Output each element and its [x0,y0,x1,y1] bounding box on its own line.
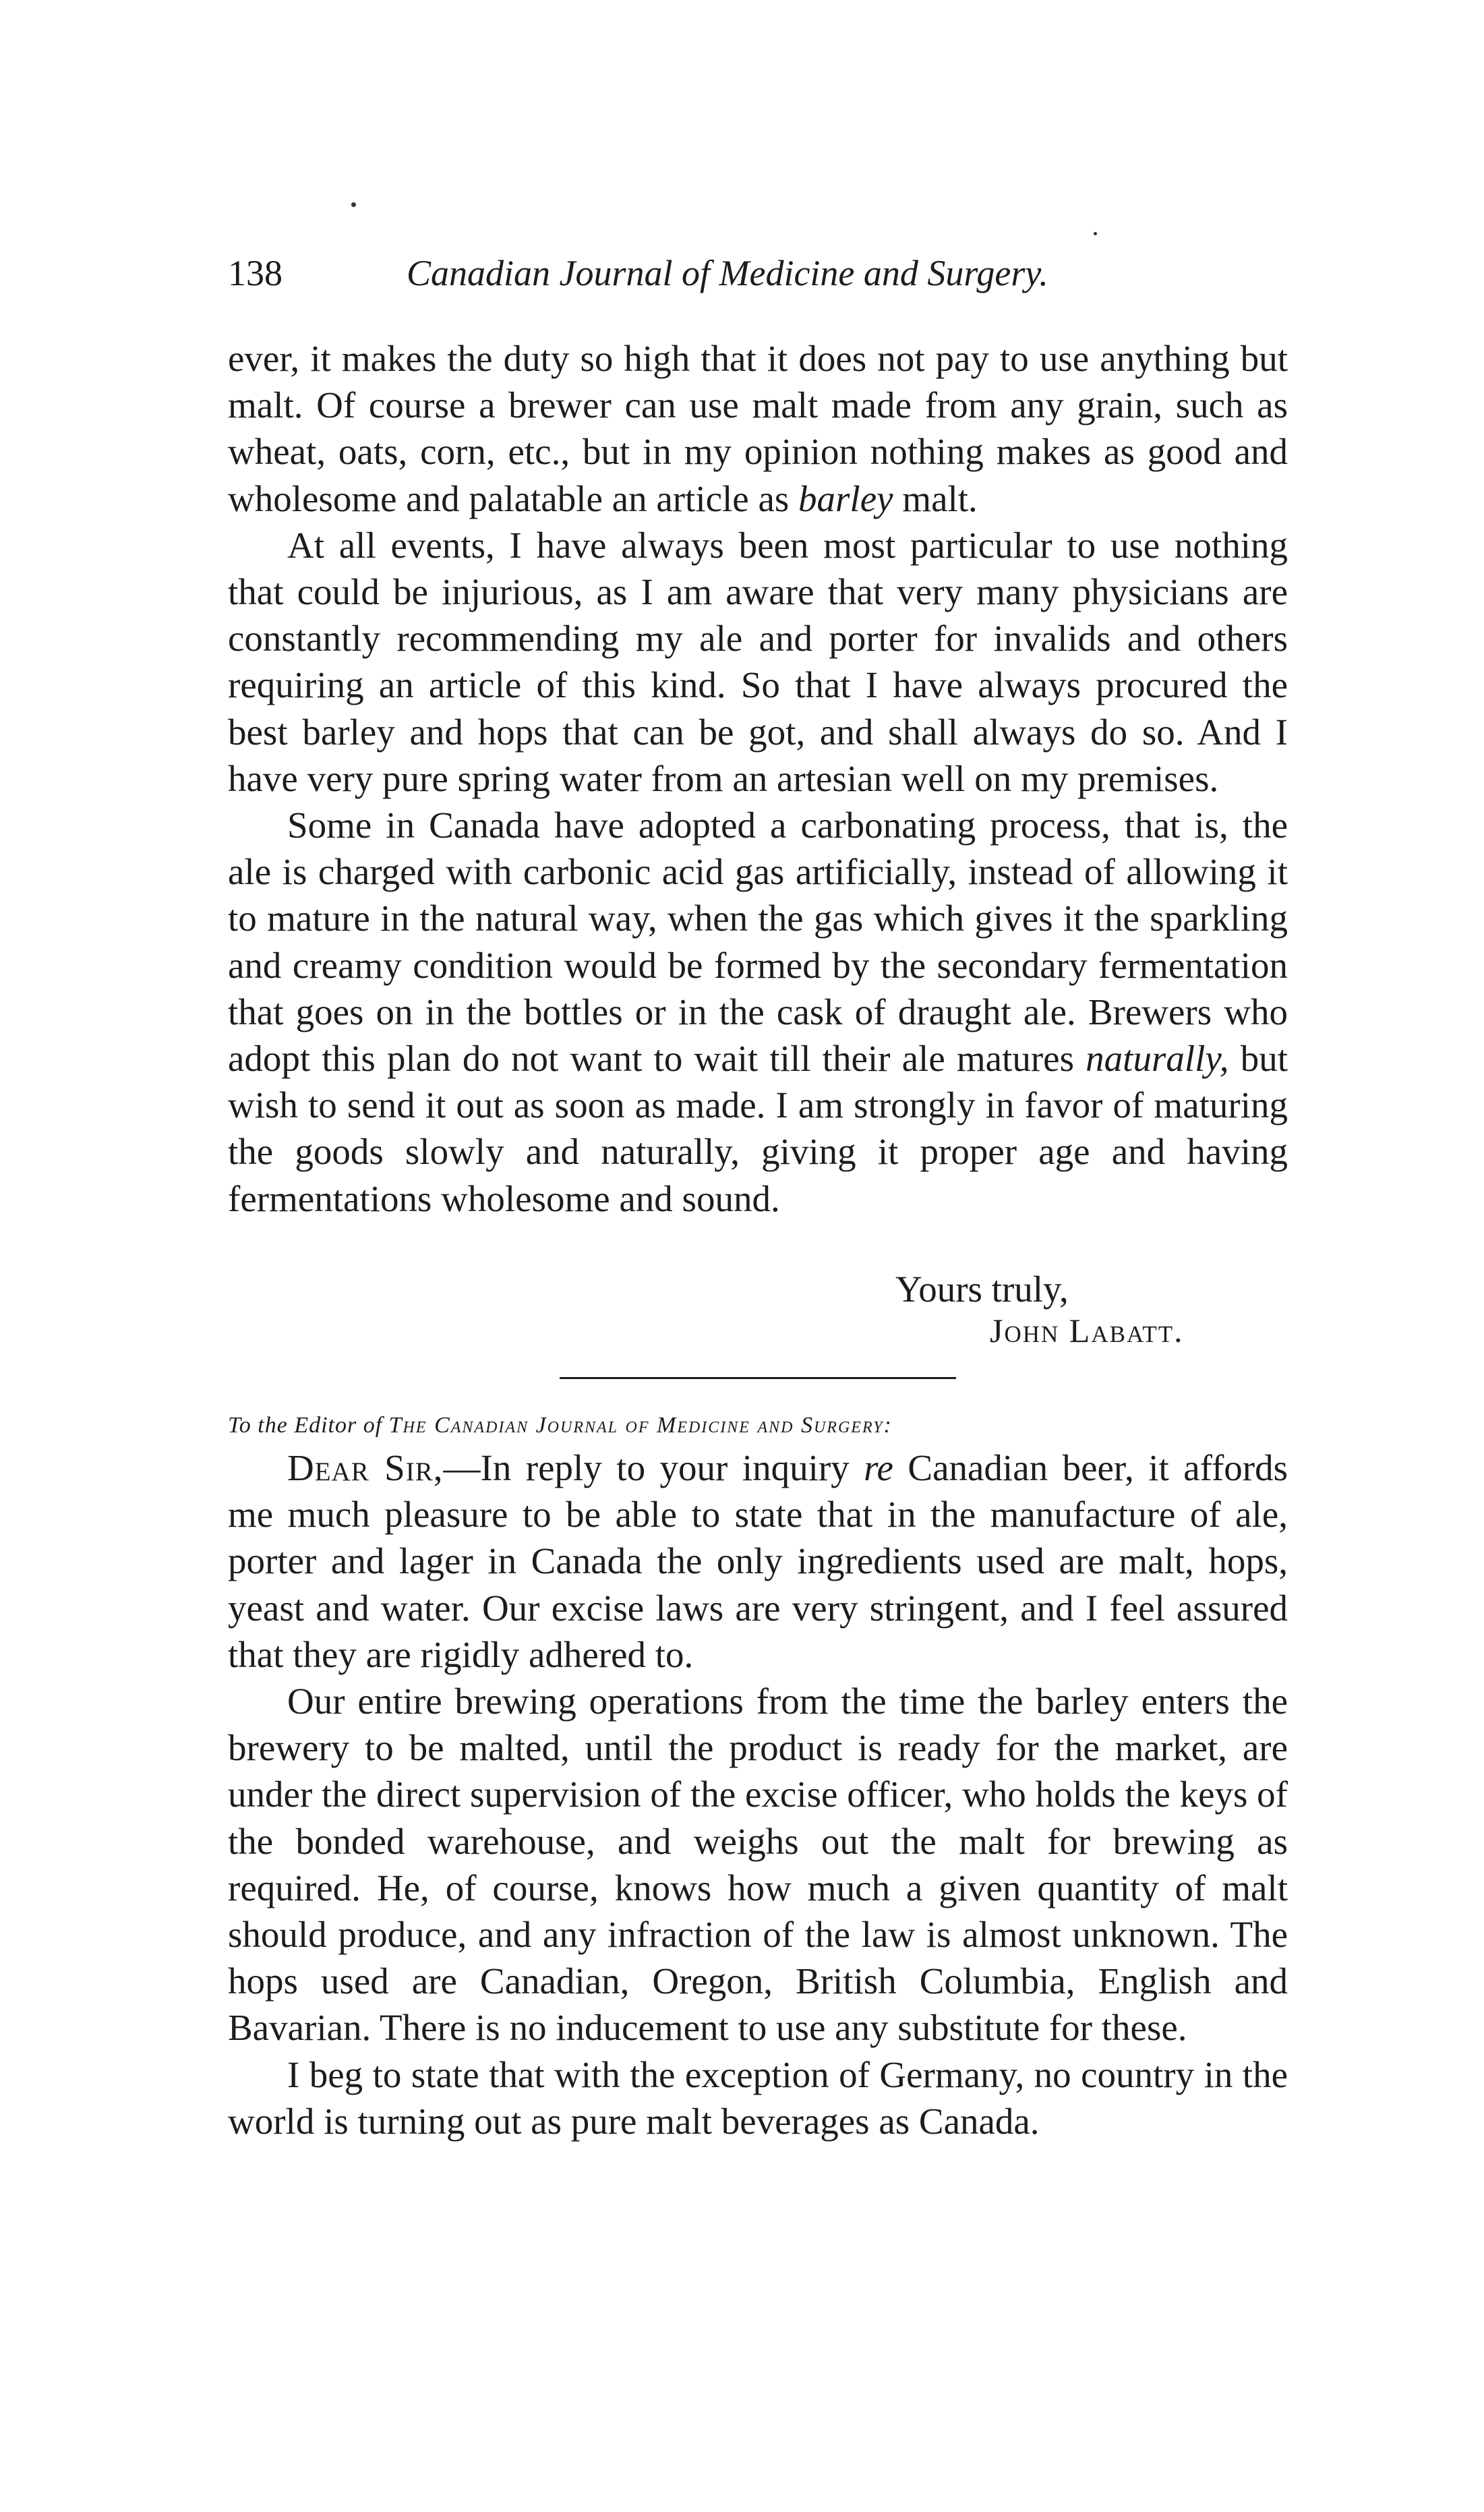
paragraph: Our entire brewing operations from the time the barley enters the brewery to be malted, until the product is ready for the market, are under the direct supervision of the excise officer, who holds the keys of the bonded warehouse, and weighs out the malt for brewing as required. He, of course, knows how much a given quantity of malt should produce, and any infraction of the law is almost unknown. The hops used are Canadian, Oregon, British Columbia, English and Bavarian. There is no inducement to use any substitute for these. [228,1681,1288,2049]
salutation: Dear Sir, [287,1447,444,1488]
addressed-journal: The Canadian Journal of Medicine and Surgery: [388,1413,893,1438]
section-divider [560,1377,956,1379]
paragraph: I beg to state that with the exception of Germany, no country in the world is turning out as pure malt beverages as Canada. [228,2053,1288,2142]
letter-editor-body [228,1444,1288,2144]
running-header [228,251,1239,295]
paragraph: ever, it makes the duty so high that it does not pay to use anything but malt. Of course a brewer can use malt made from any grain, such as wheat, oats, corn, etc., but in my opinion nothing makes as good and wholesome and palatable an article as barley malt. [228,338,1288,519]
page-number: 138 [228,253,283,293]
editor-address: To the Editor of The Canadian Journal of Medicine and Surgery: [228,1413,893,1438]
emphasis: naturally, [1086,1038,1229,1080]
paragraph: Some in Canada have adopted a carbonating process, that is, the ale is charged with carbonic acid gas artificially, instead of allowing it to mature in the natural way, when the gas which gives it the sparkling and creamy condition would be formed by the secondary fermentation that goes on in the bottles or in the cask of draught ale. Brewers who adopt this plan do not want to wait till their ale matures naturally, but wish to send it out as soon as made. I am strongly in favor of maturing the goods slowly and naturally, giving it proper age and having fermentations wholesome and sound. [228,805,1288,1219]
signature: John Labatt. [990,1312,1184,1349]
closing: Yours truly, [895,1268,1069,1310]
emphasis: re [864,1447,893,1488]
emphasis: barley [798,477,893,519]
paragraph: At all events, I have always been most particular to use nothing that could be injurious, as I am aware that very many physicians are constantly recommending my ale and porter for invalids and others requiring an article of this kind. So that I have always procured the best barley and hops that can be got, and shall always do so. And I have very pure spring water from an artesian well on my premises. [228,524,1288,799]
journal-title: Canadian Journal of Medicine and Surgery. [407,253,1048,293]
paragraph: Dear Sir,—In reply to your inquiry re Canadian beer, it affords me much pleasure to be able to state that in the manufacture of ale, porter and lager in Canada the only ingredients used are malt, hops, yeast and water. Our excise laws are very stringent, and I feel assured that they are rigidly adhered to. [228,1447,1288,1675]
letter-labatt-body [228,335,1288,1222]
